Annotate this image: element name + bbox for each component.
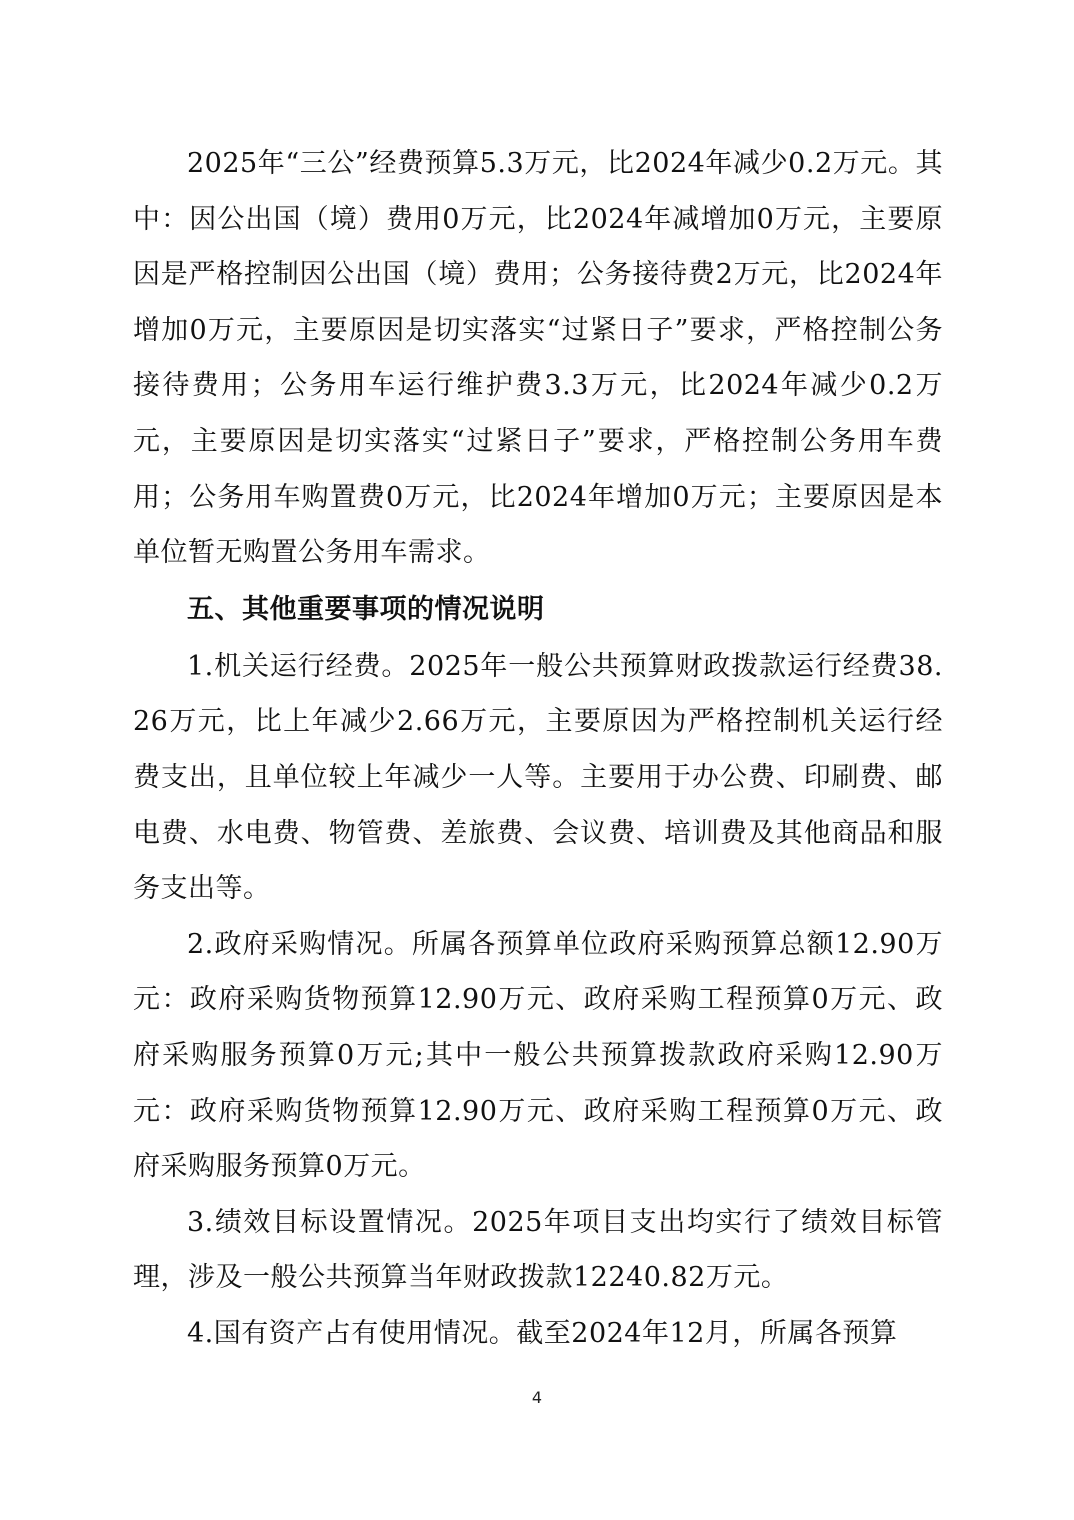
section-heading: 五、其他重要事项的情况说明 — [187, 593, 545, 625]
paragraph-operating-expenses: 1.机关运行经费。2025年一般公共预算财政拨款运行经费38.26万元，比上年减少2.66万元，主要原因为严格控制机关运行经费支出，且单位较上年减少一人等。主要用于办公费、印刷费、邮电费、水电费、物管费、差旅费、会议费、培训费及其他商品和服务支出等。 — [133, 650, 943, 905]
paragraph-government-procurement: 2.政府采购情况。所属各预算单位政府采购预算总额12.90万元：政府采购货物预算12.90万元、政府采购工程预算0万元、政府采购服务预算0万元;其中一般公共预算拨款政府采购12.90万元：政府采购货物预算12.90万元、政府采购工程预算0万元、政府采购服务预算0万元。 — [133, 928, 943, 1183]
paragraph-state-assets: 4.国有资产占有使用情况。截至2024年12月，所属各预算 — [187, 1317, 898, 1349]
page-number: 4 — [531, 1388, 543, 1407]
paragraph-performance-targets: 3.绩效目标设置情况。2025年项目支出均实行了绩效目标管理，涉及一般公共预算当年财政拨款12240.82万元。 — [133, 1206, 943, 1294]
document-body — [133, 136, 943, 1361]
paragraph-three-public-expenses: 2025年“三公”经费预算5.3万元，比2024年减少0.2万元。其中：因公出国（境）费用0万元，比2024年减增加0万元，主要原因是严格控制因公出国（境）费用；公务接待费2万元，比2024年增加0万元，主要原因是切实落实“过紧日子”要求，严格控制公务接待费用；公务用车运行维护费3.3万元，比2024年减少0.2万元，主要原因是切实落实“过紧日子”要求，严格控制公务用车费用；公务用车购置费0万元，比2024年增加0万元；主要原因是本单位暂无购置公务用车需求。 — [133, 148, 943, 569]
